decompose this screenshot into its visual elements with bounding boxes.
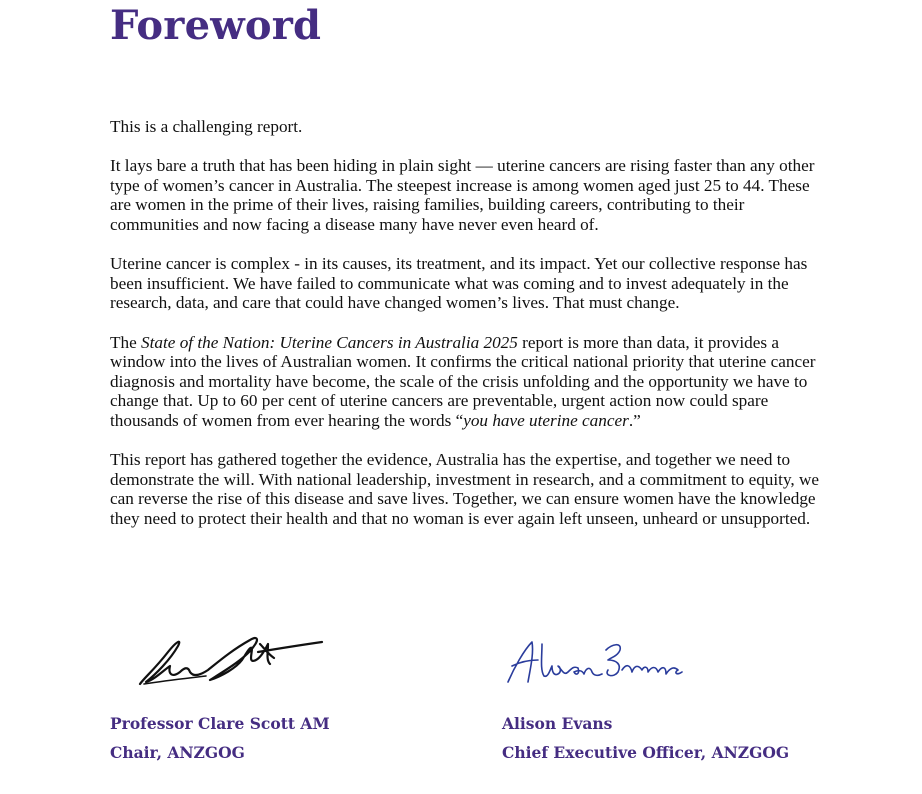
signatory-role: Chair, ANZGOG bbox=[110, 743, 245, 762]
paragraph-intro: This is a challenging report. bbox=[110, 117, 303, 136]
handwritten-signature-black-icon bbox=[110, 630, 330, 694]
signatory-clare-scott bbox=[110, 630, 330, 763]
paragraph-report bbox=[110, 333, 822, 431]
quote-close: .” bbox=[628, 410, 641, 430]
paragraph-truth: It lays bare a truth that has been hiding in plain sight — uterine cancers are rising faster than any other type of women’s cancer in Australia. The steepest increase is among women aged just 25 to 44. These are women in the prime of their lives, raising families, building careers, contributing to their communities and now facing a disease many have never even heard of. bbox=[110, 156, 815, 234]
signatory-name: Professor Clare Scott AM bbox=[110, 714, 330, 733]
foreword-body bbox=[110, 117, 822, 548]
signatory-name: Alison Evans bbox=[502, 714, 613, 733]
signatory-role: Chief Executive Officer, ANZGOG bbox=[502, 743, 790, 762]
handwritten-signature-blue-icon bbox=[502, 630, 722, 694]
quote-text: you have uterine cancer bbox=[463, 410, 629, 430]
paragraph-report-body: report is more than data, it provides a window into the lives of Australian women. It confirms the critical national priority that uterine cancer diagnosis and mortality have become, the scale of the crisis unfolding and the opportunity we have to change that. Up to 60 per cent of uterine cancers are preventable, urgent action now could spare thousands of women from ever hearing the words “ bbox=[110, 332, 816, 430]
paragraph-complexity: Uterine cancer is complex - in its causes, its treatment, and its impact. Yet our collective response has been insufficient. We have failed to communicate what was coming and to invest adequately in the research, data, and care that could have changed women’s lives. That must change. bbox=[110, 254, 808, 313]
signatory-alison-evans bbox=[502, 630, 789, 763]
paragraph-report-lead: The bbox=[110, 332, 142, 352]
report-title: State of the Nation: Uterine Cancers in Australia 2025 bbox=[141, 332, 518, 352]
paragraph-closing: This report has gathered together the evidence, Australia has the expertise, and together we need to demonstrate the will. With national leadership, investment in research, and a commitment to equity, we can reverse the rise of this disease and save lives. Together, we can ensure women have the knowledge they need to protect their health and that no woman is ever again left unseen, unheard or unsupported. bbox=[110, 450, 820, 528]
page-title: Foreword bbox=[110, 2, 322, 49]
